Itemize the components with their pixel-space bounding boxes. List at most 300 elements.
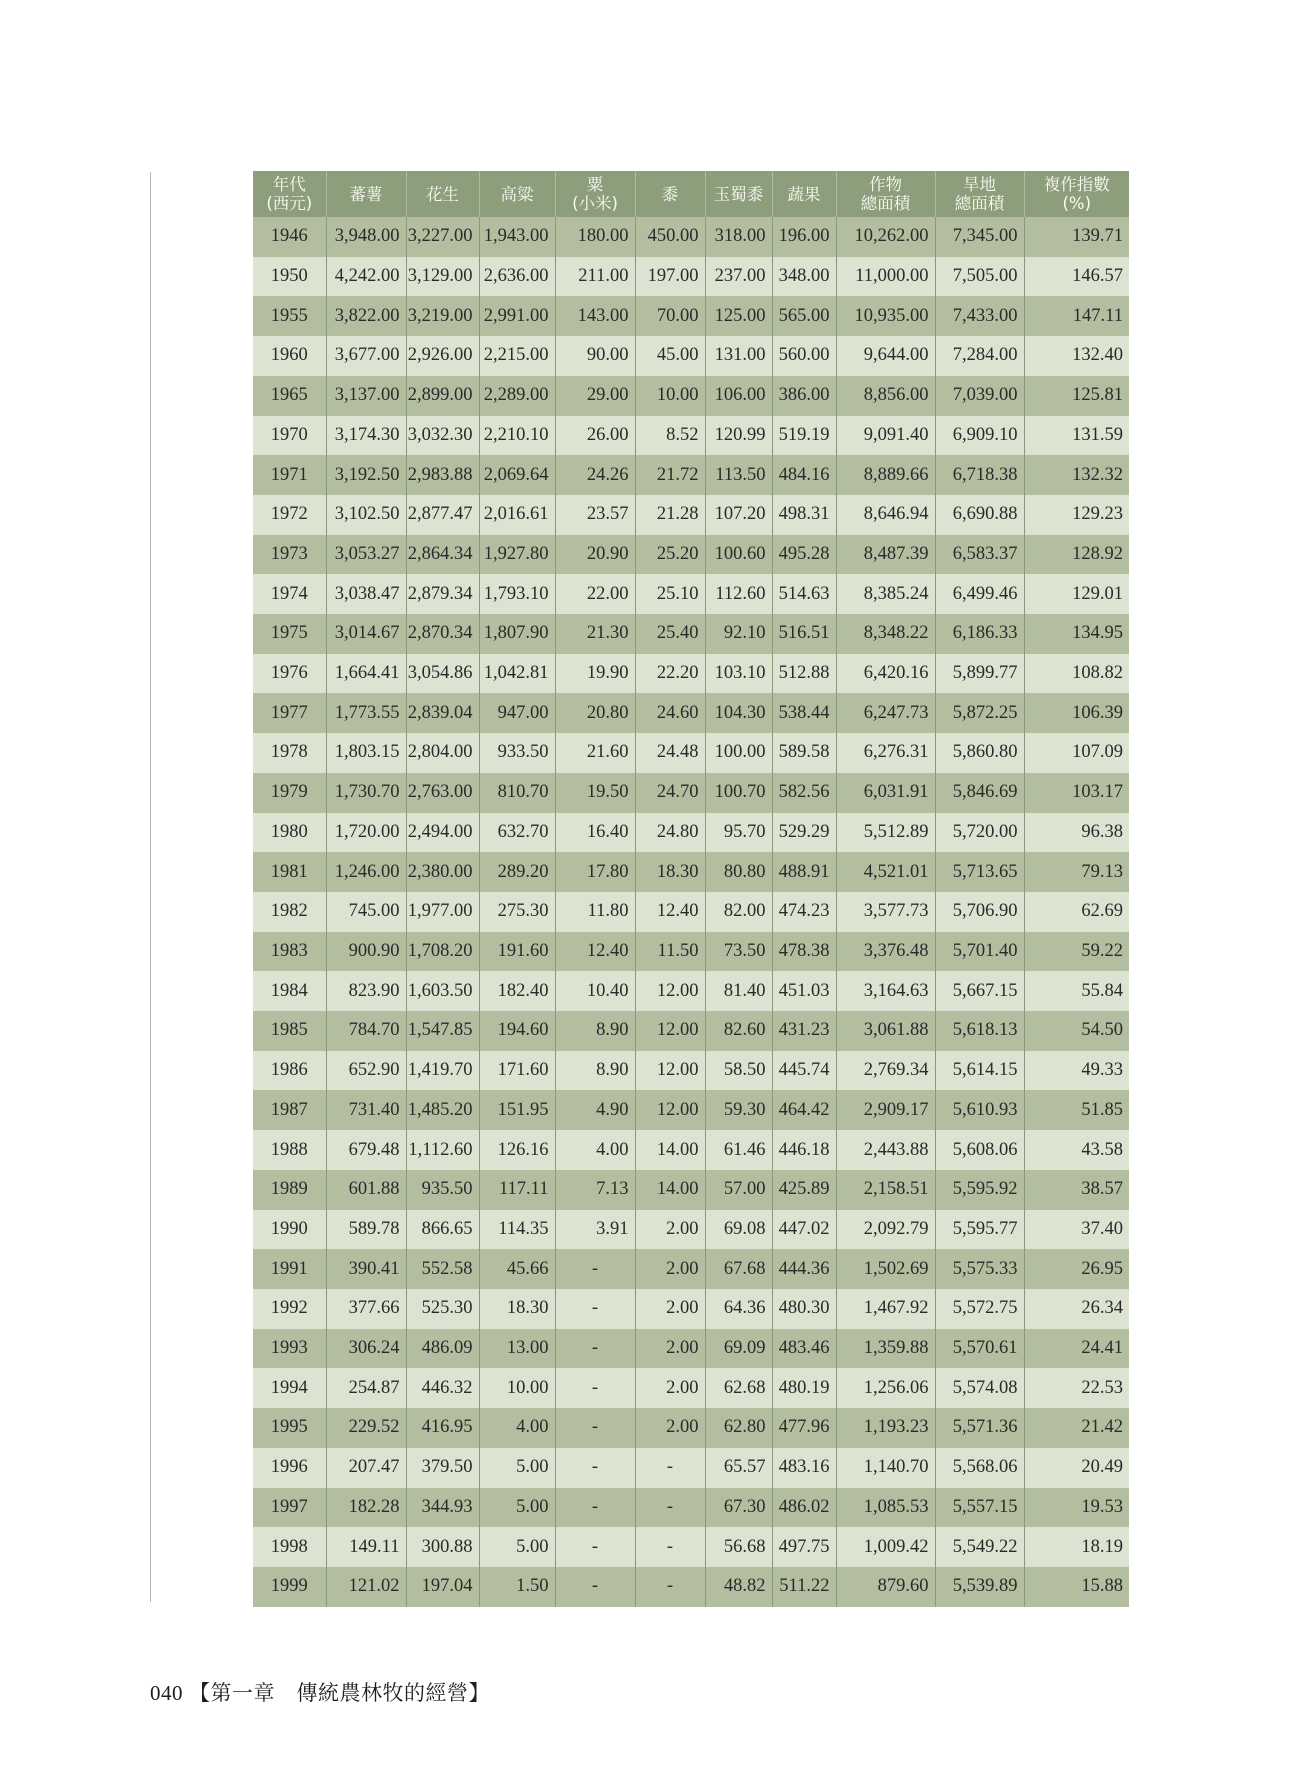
table-cell: 6,499.46 <box>935 574 1024 614</box>
table-cell: 450.00 <box>635 217 705 257</box>
column-header-line2: (%) <box>1062 194 1092 213</box>
table-cell: 21.72 <box>635 455 705 495</box>
table-row <box>253 495 1129 535</box>
year-cell: 1994 <box>253 1368 326 1408</box>
table-cell: 519.19 <box>772 416 836 456</box>
table-cell: 5,860.80 <box>935 733 1024 773</box>
table-cell: 512.88 <box>772 654 836 694</box>
column-header <box>705 171 772 217</box>
table-cell: 425.89 <box>772 1170 836 1210</box>
table-cell: 229.52 <box>326 1408 406 1448</box>
table-cell: 6,247.73 <box>836 693 935 733</box>
table-cell: 7,433.00 <box>935 296 1024 336</box>
table-cell: 5.00 <box>479 1488 555 1528</box>
table-cell: 5.00 <box>479 1448 555 1488</box>
table-cell: 446.32 <box>406 1368 479 1408</box>
table-cell: 1,140.70 <box>836 1448 935 1488</box>
table-cell: 552.58 <box>406 1249 479 1289</box>
table-cell: 289.20 <box>479 852 555 892</box>
table-cell: 2,494.00 <box>406 813 479 853</box>
year-cell: 1978 <box>253 733 326 773</box>
year-cell: 1955 <box>253 296 326 336</box>
table-cell: 451.03 <box>772 971 836 1011</box>
table-header <box>253 171 1129 217</box>
table-cell: 2,870.34 <box>406 614 479 654</box>
table-cell: - <box>635 1448 705 1488</box>
table-cell: 7,039.00 <box>935 376 1024 416</box>
table-cell: 529.29 <box>772 813 836 853</box>
table-cell: 1,927.80 <box>479 535 555 575</box>
table-cell: 254.87 <box>326 1368 406 1408</box>
table-cell: 129.23 <box>1024 495 1129 535</box>
year-cell: 1973 <box>253 535 326 575</box>
table-cell: 4,242.00 <box>326 257 406 297</box>
table-cell: 95.70 <box>705 813 772 853</box>
table-cell: 25.10 <box>635 574 705 614</box>
table-cell: 2,215.00 <box>479 336 555 376</box>
table-cell: 589.78 <box>326 1210 406 1250</box>
table-cell: 416.95 <box>406 1408 479 1448</box>
table-cell: - <box>555 1567 635 1607</box>
table-cell: 445.74 <box>772 1051 836 1091</box>
table-cell: 2.00 <box>635 1210 705 1250</box>
table-cell: 51.85 <box>1024 1090 1129 1130</box>
table-cell: 19.90 <box>555 654 635 694</box>
table-cell: 935.50 <box>406 1170 479 1210</box>
table-cell: 1,803.15 <box>326 733 406 773</box>
table-cell: 70.00 <box>635 296 705 336</box>
table-cell: 348.00 <box>772 257 836 297</box>
table-cell: 5,720.00 <box>935 813 1024 853</box>
table-row <box>253 1249 1129 1289</box>
column-header-line2: (西元) <box>266 194 313 213</box>
table-cell: 126.16 <box>479 1130 555 1170</box>
year-cell: 1972 <box>253 495 326 535</box>
table-cell: 486.02 <box>772 1488 836 1528</box>
table-cell: 79.13 <box>1024 852 1129 892</box>
table-cell: 2.00 <box>635 1249 705 1289</box>
table-cell: 3.91 <box>555 1210 635 1250</box>
table-cell: 652.90 <box>326 1051 406 1091</box>
table-cell: 65.57 <box>705 1448 772 1488</box>
table-cell: 10,262.00 <box>836 217 935 257</box>
table-row <box>253 336 1129 376</box>
table-cell: 2,158.51 <box>836 1170 935 1210</box>
table-cell: 589.58 <box>772 733 836 773</box>
table-cell: 5,608.06 <box>935 1130 1024 1170</box>
table-cell: 2,289.00 <box>479 376 555 416</box>
table-cell: 565.00 <box>772 296 836 336</box>
table-cell: 21.42 <box>1024 1408 1129 1448</box>
table-row <box>253 1289 1129 1329</box>
table-cell: 37.40 <box>1024 1210 1129 1250</box>
table-cell: 80.80 <box>705 852 772 892</box>
year-cell: 1993 <box>253 1329 326 1369</box>
column-header <box>836 171 935 217</box>
table-cell: 1,708.20 <box>406 932 479 972</box>
table-cell: 100.70 <box>705 773 772 813</box>
table-cell: 2,839.04 <box>406 693 479 733</box>
table-cell: 24.41 <box>1024 1329 1129 1369</box>
column-header-line1: 複作指數 <box>1043 175 1110 194</box>
table-cell: 62.69 <box>1024 892 1129 932</box>
table-cell: 300.88 <box>406 1527 479 1567</box>
table-cell: 20.90 <box>555 535 635 575</box>
column-header <box>326 171 406 217</box>
table-cell: 3,192.50 <box>326 455 406 495</box>
table-cell: 24.80 <box>635 813 705 853</box>
year-cell: 1974 <box>253 574 326 614</box>
table-cell: 4.90 <box>555 1090 635 1130</box>
table-cell: 2.00 <box>635 1408 705 1448</box>
table-cell: 1,773.55 <box>326 693 406 733</box>
year-cell: 1991 <box>253 1249 326 1289</box>
column-header-line1: 作物 <box>869 175 902 194</box>
table-row <box>253 1051 1129 1091</box>
table-cell: 9,091.40 <box>836 416 935 456</box>
year-cell: 1965 <box>253 376 326 416</box>
column-header <box>479 171 555 217</box>
table-cell: 128.92 <box>1024 535 1129 575</box>
table-cell: 12.00 <box>635 1051 705 1091</box>
table-cell: 3,032.30 <box>406 416 479 456</box>
table-cell: 207.47 <box>326 1448 406 1488</box>
table-cell: 3,822.00 <box>326 296 406 336</box>
table-cell: 5,575.33 <box>935 1249 1024 1289</box>
table-cell: 8,348.22 <box>836 614 935 654</box>
year-cell: 1998 <box>253 1527 326 1567</box>
table-cell: 2,864.34 <box>406 535 479 575</box>
table-cell: 5,557.15 <box>935 1488 1024 1528</box>
table-row <box>253 1170 1129 1210</box>
year-cell: 1983 <box>253 932 326 972</box>
table-cell: 6,031.91 <box>836 773 935 813</box>
table-cell: 3,038.47 <box>326 574 406 614</box>
table-cell: 21.28 <box>635 495 705 535</box>
table-cell: 1,730.70 <box>326 773 406 813</box>
table-cell: 601.88 <box>326 1170 406 1210</box>
table-row <box>253 614 1129 654</box>
table-row <box>253 1329 1129 1369</box>
table-cell: 4,521.01 <box>836 852 935 892</box>
table-cell: 1,467.92 <box>836 1289 935 1329</box>
header-row <box>253 171 1129 217</box>
table-cell: 106.00 <box>705 376 772 416</box>
table-cell: - <box>555 1488 635 1528</box>
table-row <box>253 693 1129 733</box>
table-cell: 5,872.25 <box>935 693 1024 733</box>
table-row <box>253 852 1129 892</box>
year-cell: 1971 <box>253 455 326 495</box>
table-cell: 191.60 <box>479 932 555 972</box>
table-cell: 3,054.86 <box>406 654 479 694</box>
table-cell: 2,804.00 <box>406 733 479 773</box>
table-cell: 16.40 <box>555 813 635 853</box>
year-cell: 1950 <box>253 257 326 297</box>
table-cell: 1,502.69 <box>836 1249 935 1289</box>
table-cell: 182.40 <box>479 971 555 1011</box>
table-cell: 20.49 <box>1024 1448 1129 1488</box>
table-cell: 488.91 <box>772 852 836 892</box>
table-row <box>253 376 1129 416</box>
table-cell: 3,061.88 <box>836 1011 935 1051</box>
table-cell: 132.40 <box>1024 336 1129 376</box>
table-cell: 12.00 <box>635 1090 705 1130</box>
table-cell: 12.00 <box>635 1011 705 1051</box>
column-header-line2: (小米) <box>572 194 618 213</box>
table-cell: - <box>635 1488 705 1528</box>
table-cell: 582.56 <box>772 773 836 813</box>
table-cell: 14.00 <box>635 1170 705 1210</box>
table-cell: 131.00 <box>705 336 772 376</box>
year-cell: 1997 <box>253 1488 326 1528</box>
table-cell: 3,219.00 <box>406 296 479 336</box>
year-cell: 1987 <box>253 1090 326 1130</box>
table-cell: 4.00 <box>555 1130 635 1170</box>
table-cell: 1,720.00 <box>326 813 406 853</box>
table-cell: 120.99 <box>705 416 772 456</box>
table-cell: 1,009.42 <box>836 1527 935 1567</box>
table-cell: 5,549.22 <box>935 1527 1024 1567</box>
table-cell: 344.93 <box>406 1488 479 1528</box>
table-row <box>253 1448 1129 1488</box>
table-cell: 107.20 <box>705 495 772 535</box>
table-cell: 731.40 <box>326 1090 406 1130</box>
column-header <box>772 171 836 217</box>
table-cell: 1,603.50 <box>406 971 479 1011</box>
column-header-line1: 玉蜀黍 <box>713 184 764 204</box>
table-cell: 306.24 <box>326 1329 406 1369</box>
table-cell: 22.53 <box>1024 1368 1129 1408</box>
table-cell: 108.82 <box>1024 654 1129 694</box>
table-cell: 82.60 <box>705 1011 772 1051</box>
chapter-title: 【第一章 傳統農林牧的經營】 <box>189 1681 490 1705</box>
table-cell: 679.48 <box>326 1130 406 1170</box>
column-header <box>253 171 326 217</box>
year-cell: 1976 <box>253 654 326 694</box>
table-cell: 129.01 <box>1024 574 1129 614</box>
table-cell: 2,983.88 <box>406 455 479 495</box>
table-cell: 69.09 <box>705 1329 772 1369</box>
column-header <box>935 171 1024 217</box>
year-cell: 1995 <box>253 1408 326 1448</box>
table-row <box>253 257 1129 297</box>
column-header <box>635 171 705 217</box>
table-cell: 194.60 <box>479 1011 555 1051</box>
table-cell: 5,614.15 <box>935 1051 1024 1091</box>
table-cell: 2,763.00 <box>406 773 479 813</box>
table-cell: 58.50 <box>705 1051 772 1091</box>
table-cell: 132.32 <box>1024 455 1129 495</box>
table-cell: 59.22 <box>1024 932 1129 972</box>
table-cell: - <box>555 1368 635 1408</box>
table-cell: 106.39 <box>1024 693 1129 733</box>
table-row <box>253 535 1129 575</box>
table-cell: 134.95 <box>1024 614 1129 654</box>
table-cell: 100.00 <box>705 733 772 773</box>
table-cell: 900.90 <box>326 932 406 972</box>
table-cell: 121.02 <box>326 1567 406 1607</box>
table-cell: 1,085.53 <box>836 1488 935 1528</box>
table-cell: 197.04 <box>406 1567 479 1607</box>
table-cell: 18.30 <box>479 1289 555 1329</box>
year-cell: 1975 <box>253 614 326 654</box>
year-cell: 1970 <box>253 416 326 456</box>
table-cell: 11.50 <box>635 932 705 972</box>
table-cell: 2,899.00 <box>406 376 479 416</box>
table-cell: 5,539.89 <box>935 1567 1024 1607</box>
table-cell: 1,246.00 <box>326 852 406 892</box>
table-row <box>253 733 1129 773</box>
table-cell: 112.60 <box>705 574 772 614</box>
table-cell: 480.30 <box>772 1289 836 1329</box>
table-cell: 486.09 <box>406 1329 479 1369</box>
year-cell: 1946 <box>253 217 326 257</box>
table-cell: 125.81 <box>1024 376 1129 416</box>
table-cell: 3,227.00 <box>406 217 479 257</box>
table-cell: - <box>555 1329 635 1369</box>
table-cell: 478.38 <box>772 932 836 972</box>
table-cell: 131.59 <box>1024 416 1129 456</box>
table-cell: 10.00 <box>635 376 705 416</box>
column-header-line1: 黍 <box>661 184 679 204</box>
table-cell: 275.30 <box>479 892 555 932</box>
table-cell: 810.70 <box>479 773 555 813</box>
table-cell: 20.80 <box>555 693 635 733</box>
table-row <box>253 455 1129 495</box>
table-cell: 514.63 <box>772 574 836 614</box>
table-cell: 3,174.30 <box>326 416 406 456</box>
table-cell: 2.00 <box>635 1329 705 1369</box>
table-cell: 386.00 <box>772 376 836 416</box>
table-cell: 81.40 <box>705 971 772 1011</box>
table-cell: 3,053.27 <box>326 535 406 575</box>
table-cell: 146.57 <box>1024 257 1129 297</box>
table-cell: 182.28 <box>326 1488 406 1528</box>
table-cell: 64.36 <box>705 1289 772 1329</box>
table-row <box>253 416 1129 456</box>
table-cell: 3,577.73 <box>836 892 935 932</box>
table-cell: 82.00 <box>705 892 772 932</box>
table-cell: - <box>555 1408 635 1448</box>
table-cell: 26.00 <box>555 416 635 456</box>
table-cell: 4.00 <box>479 1408 555 1448</box>
table-cell: - <box>555 1289 635 1329</box>
table-cell: 49.33 <box>1024 1051 1129 1091</box>
table-cell: 117.11 <box>479 1170 555 1210</box>
table-cell: 1,112.60 <box>406 1130 479 1170</box>
table-cell: 474.23 <box>772 892 836 932</box>
table-cell: 446.18 <box>772 1130 836 1170</box>
table-cell: 431.23 <box>772 1011 836 1051</box>
table-cell: 480.19 <box>772 1368 836 1408</box>
table-cell: 22.00 <box>555 574 635 614</box>
table-cell: 61.46 <box>705 1130 772 1170</box>
table-cell: 171.60 <box>479 1051 555 1091</box>
table-cell: - <box>635 1527 705 1567</box>
table-cell: 2,210.10 <box>479 416 555 456</box>
table-cell: 17.80 <box>555 852 635 892</box>
margin-rule <box>150 172 151 1602</box>
year-cell: 1999 <box>253 1567 326 1607</box>
table-cell: 139.71 <box>1024 217 1129 257</box>
table-cell: 3,164.63 <box>836 971 935 1011</box>
table-cell: 2,877.47 <box>406 495 479 535</box>
table-cell: 1,042.81 <box>479 654 555 694</box>
table-cell: 6,690.88 <box>935 495 1024 535</box>
table-cell: 12.00 <box>635 971 705 1011</box>
table-cell: 57.00 <box>705 1170 772 1210</box>
table-cell: 67.68 <box>705 1249 772 1289</box>
table-cell: 1,793.10 <box>479 574 555 614</box>
table-cell: 10.40 <box>555 971 635 1011</box>
year-cell: 1977 <box>253 693 326 733</box>
year-cell: 1986 <box>253 1051 326 1091</box>
table-cell: 5,568.06 <box>935 1448 1024 1488</box>
table-cell: 8,385.24 <box>836 574 935 614</box>
table-cell: 211.00 <box>555 257 635 297</box>
table-cell: 107.09 <box>1024 733 1129 773</box>
table-cell: 24.26 <box>555 455 635 495</box>
table-cell: 2.00 <box>635 1368 705 1408</box>
year-cell: 1960 <box>253 336 326 376</box>
table-cell: 6,909.10 <box>935 416 1024 456</box>
crop-area-table <box>253 171 1129 1607</box>
table-cell: 947.00 <box>479 693 555 733</box>
year-cell: 1979 <box>253 773 326 813</box>
table-cell: 5,595.92 <box>935 1170 1024 1210</box>
table-cell: 25.40 <box>635 614 705 654</box>
table-cell: 96.38 <box>1024 813 1129 853</box>
table-cell: 1,485.20 <box>406 1090 479 1130</box>
table-cell: 1,547.85 <box>406 1011 479 1051</box>
column-header-line1: 高粱 <box>500 184 534 204</box>
year-cell: 1992 <box>253 1289 326 1329</box>
column-header-line1: 蕃薯 <box>349 184 383 204</box>
table-cell: 143.00 <box>555 296 635 336</box>
table-cell: 1.50 <box>479 1567 555 1607</box>
table-cell: 104.30 <box>705 693 772 733</box>
table-cell: 54.50 <box>1024 1011 1129 1051</box>
table-cell: 12.40 <box>555 932 635 972</box>
table-cell: 12.40 <box>635 892 705 932</box>
year-cell: 1988 <box>253 1130 326 1170</box>
table-cell: 8,487.39 <box>836 535 935 575</box>
table-cell: 495.28 <box>772 535 836 575</box>
table-cell: 3,677.00 <box>326 336 406 376</box>
table-cell: 103.17 <box>1024 773 1129 813</box>
table-cell: 1,977.00 <box>406 892 479 932</box>
table-cell: 8.90 <box>555 1051 635 1091</box>
table-cell: 11,000.00 <box>836 257 935 297</box>
table-cell: 5,610.93 <box>935 1090 1024 1130</box>
table-cell: 24.48 <box>635 733 705 773</box>
table-cell: 24.60 <box>635 693 705 733</box>
table-cell: 745.00 <box>326 892 406 932</box>
table-cell: 1,943.00 <box>479 217 555 257</box>
table-cell: 784.70 <box>326 1011 406 1051</box>
table-cell: 3,014.67 <box>326 614 406 654</box>
table-cell: 100.60 <box>705 535 772 575</box>
table-cell: 56.68 <box>705 1527 772 1567</box>
column-header-line1: 蔬果 <box>787 184 821 204</box>
table-cell: 498.31 <box>772 495 836 535</box>
table-cell: 1,807.90 <box>479 614 555 654</box>
table-row <box>253 296 1129 336</box>
table-cell: 464.42 <box>772 1090 836 1130</box>
table-row <box>253 1488 1129 1528</box>
table-cell: 5,618.13 <box>935 1011 1024 1051</box>
